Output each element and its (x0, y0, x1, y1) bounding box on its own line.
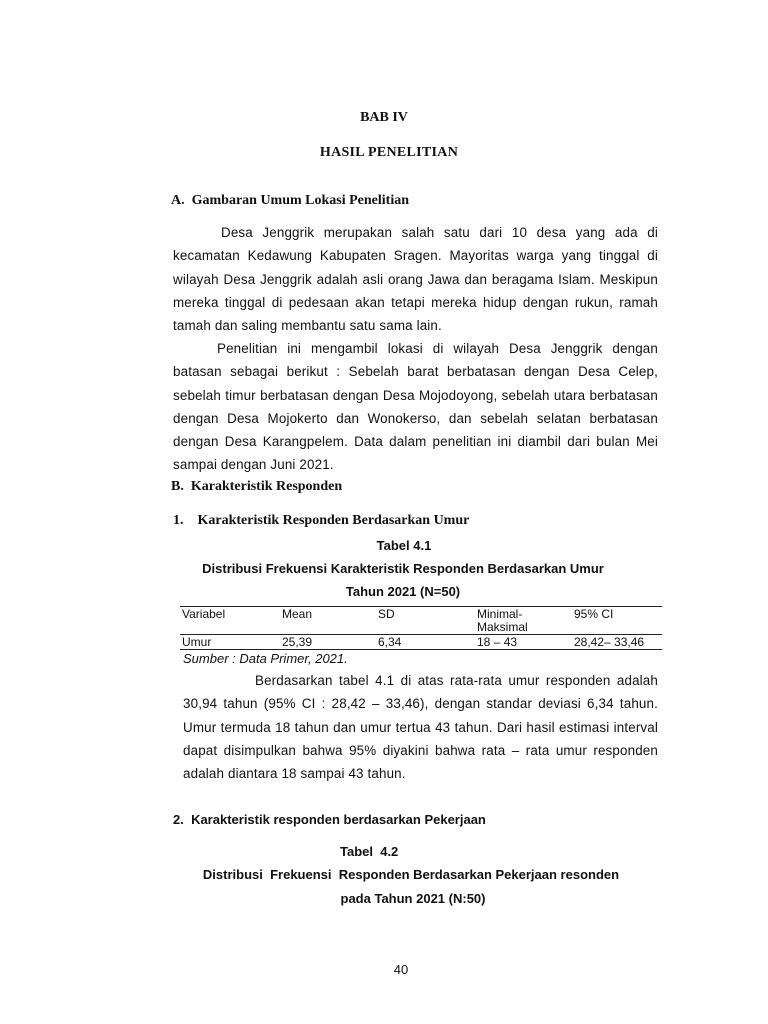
section-a-paragraph-1: Desa Jenggrik merupakan salah satu dari 10 desa yang ada di kecamatan Kedawung Kabupaten Sragen. Mayoritas warga yang tinggal di wilayah Desa Jenggrik adalah asli orang Jawa dan beragama Islam. Meskipun mereka tinggal di pedesaan akan tetapi mereka hidup dengan rukun, ramah tamah dan saling membantu satu sama lain. (173, 225, 658, 334)
table-cell: 25,39 (282, 635, 313, 649)
section-a-paragraph-2: Penelitian ini mengambil lokasi di wilayah Desa Jenggrik dengan batasan sebagai berikut : Sebelah barat berbatasan dengan Desa Celep, sebelah timur berbatasan dengan Desa Mojodoyong, sebelah utara berbatasan dengan Desa Mojokerto dan Wonokerso, dan sebelah selatan berbatasan dengan Desa Karangpelem. Data dalam penelitian ini diambil dari bulan Mei sampai dengan Juni 2021. (173, 341, 658, 473)
subsection-1-paragraph: Berdasarkan tabel 4.1 di atas rata-rata umur responden adalah 30,94 tahun (95% CI : 28,42 – 33,46), dengan standar deviasi 6,34 tahun. Umur termuda 18 tahun dan umur tertua 43 tahun. Dari hasil estimasi interval dapat disimpulkan bahwa 95% diyakini bahwa rata – rata umur responden adalah diantara 18 sampai 43 tahun. (183, 673, 658, 782)
table-source-note: Sumber : Data Primer, 2021. (183, 651, 348, 666)
table-header-cell: Mean (282, 607, 313, 621)
section-a-heading: A. Gambaran Umum Lokasi Penelitian (171, 193, 410, 208)
table-header-row (180, 607, 662, 635)
table-header-cell: Minimal-Maksimal (477, 607, 528, 634)
table-header-cell: 95% CI (574, 607, 614, 621)
table-4-2-number: Tabel 4.2 (340, 844, 399, 859)
table-header-cell: SD (378, 607, 395, 621)
table-4-1-caption-line1: Distribusi Frekuensi Karakteristik Responden Berdasarkan Umur (202, 561, 604, 576)
table-4-1-number: Tabel 4.1 (376, 538, 432, 553)
table-4-1 (180, 606, 662, 650)
page-number: 40 (393, 962, 409, 977)
table-cell: Umur (182, 635, 212, 649)
section-b-heading: B. Karakteristik Responden (171, 479, 343, 494)
table-header-cell: Variabel (182, 607, 226, 621)
chapter-title: HASIL PENELITIAN (319, 145, 459, 160)
table-4-2-caption-line2: pada Tahun 2021 (N:50) (340, 891, 486, 906)
subsection-2-heading: 2. Karakteristik responden berdasarkan Pekerjaan (173, 812, 486, 827)
table-4-2-caption-line1: Distribusi Frekuensi Responden Berdasarkan Pekerjaan resonden (202, 867, 620, 882)
subsection-1-heading: 1. Karakteristik Responden Berdasarkan Umur (173, 513, 470, 528)
table-4-1-caption-line2: Tahun 2021 (N=50) (345, 584, 461, 599)
chapter-number: BAB IV (360, 110, 408, 125)
table-cell: 6,34 (378, 635, 402, 649)
table-cell: 28,42– 33,46 (574, 635, 645, 649)
table-cell: 18 – 43 (477, 635, 518, 649)
table-row (180, 635, 662, 650)
